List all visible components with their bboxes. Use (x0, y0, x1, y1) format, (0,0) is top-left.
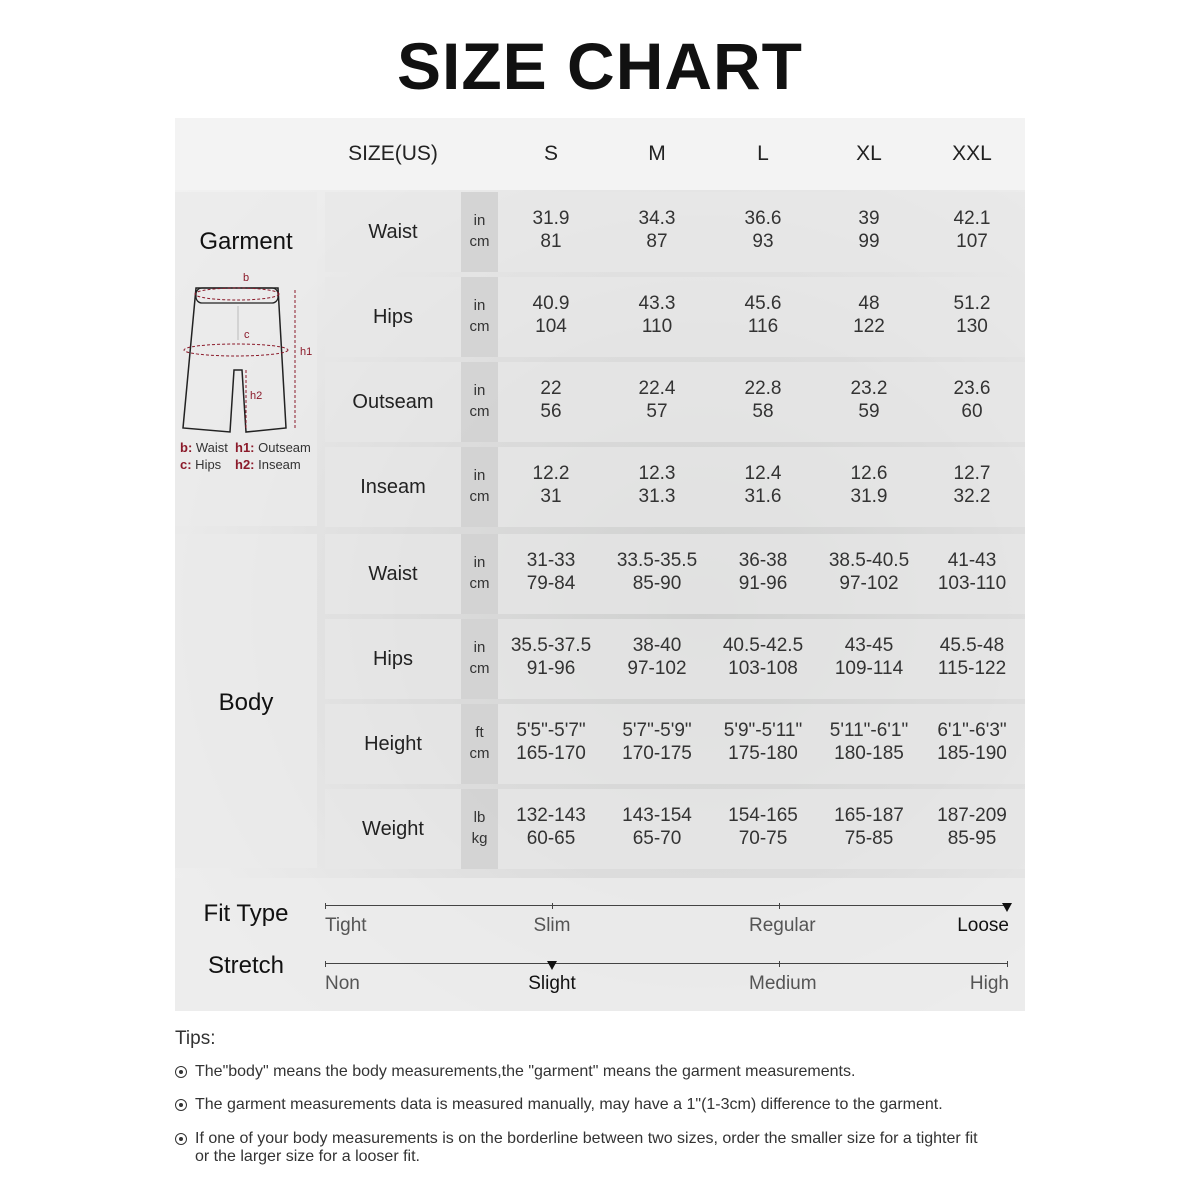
value-secondary: 170-175 (622, 743, 692, 764)
bullet-icon (175, 1066, 187, 1078)
unit-primary: ft (475, 724, 484, 741)
value-cell (919, 534, 1025, 614)
fit-type-title: Fit Type (203, 900, 289, 927)
unit-secondary: cm (469, 318, 490, 335)
body-title: Body (218, 689, 274, 716)
tip-text: If one of your body measurements is on the borderline between two sizes, order the smaller size for a tighter fit or the larger size for a looser fit. (195, 1130, 978, 1165)
value-secondary: 91-96 (526, 658, 576, 679)
value-secondary: 185-190 (937, 743, 1007, 764)
scale-level-label: Slim (533, 915, 571, 936)
value-cell (919, 447, 1025, 527)
bullet-icon (175, 1099, 187, 1111)
value-cell (919, 704, 1025, 784)
value-secondary: 59 (858, 401, 880, 422)
legend-waist: b: Waist (180, 440, 228, 455)
value-primary: 41-43 (947, 550, 997, 571)
value-primary: 43.3 (638, 293, 676, 314)
value-primary: 5'9"-5'11" (723, 720, 803, 741)
unit-primary: lb (473, 809, 486, 826)
value-primary: 36.6 (744, 208, 782, 229)
unit-secondary: cm (469, 488, 490, 505)
value-secondary: 70-75 (738, 828, 788, 849)
legend-outseam: h1: Outseam (235, 440, 311, 455)
scale-tick (325, 903, 326, 909)
scale-tick (779, 961, 780, 967)
scale-level-label: Tight (325, 915, 367, 936)
page-title: SIZE CHART (397, 29, 803, 103)
fit_type-scale-line (325, 905, 1008, 906)
value-cell (710, 704, 816, 784)
value-secondary: 85-90 (632, 573, 682, 594)
table-row (325, 534, 1025, 614)
value-cell (816, 619, 922, 699)
size-header-row (175, 118, 1025, 190)
value-cell (604, 619, 710, 699)
row-label: Hips (372, 648, 413, 670)
value-primary: 42.1 (953, 208, 991, 229)
value-secondary: 75-85 (844, 828, 894, 849)
scale-level-label: Slight (528, 973, 576, 994)
value-secondary: 104 (535, 316, 567, 337)
size-xxl-header: XXL (952, 142, 992, 165)
size-m-header: M (648, 142, 666, 165)
legend-inseam: h2: Inseam (235, 457, 301, 472)
size-l-header: L (757, 142, 769, 165)
value-secondary: 97-102 (839, 573, 899, 594)
value-primary: 48 (858, 293, 880, 314)
value-primary: 12.3 (638, 463, 676, 484)
value-secondary: 103-110 (937, 573, 1007, 594)
value-primary: 40.5-42.5 (722, 635, 804, 656)
value-secondary: 91-96 (738, 573, 788, 594)
value-primary: 39 (858, 208, 880, 229)
value-secondary: 65-70 (632, 828, 682, 849)
selected-marker-icon (1002, 903, 1012, 912)
value-secondary: 60-65 (526, 828, 576, 849)
scale-level-label: Medium (749, 973, 817, 994)
value-cell (498, 534, 604, 614)
value-primary: 23.6 (953, 378, 991, 399)
row-label: Hips (372, 306, 413, 328)
fit-stretch-panel (175, 878, 1025, 1011)
unit-secondary: cm (469, 575, 490, 592)
value-cell (710, 277, 816, 357)
value-cell (816, 534, 922, 614)
value-cell (498, 789, 604, 869)
value-cell (604, 704, 710, 784)
value-cell (710, 192, 816, 272)
value-primary: 22.8 (744, 378, 782, 399)
value-secondary: 110 (641, 316, 673, 337)
value-secondary: 60 (961, 401, 983, 422)
value-primary: 154-165 (728, 805, 798, 826)
stretch-scale-line (325, 963, 1008, 964)
value-secondary: 180-185 (834, 743, 904, 764)
value-secondary: 109-114 (834, 658, 904, 679)
value-secondary: 79-84 (526, 573, 576, 594)
value-cell (498, 277, 604, 357)
value-secondary: 115-122 (937, 658, 1007, 679)
value-secondary: 87 (646, 231, 668, 252)
unit-primary: in (473, 554, 486, 571)
value-primary: 38.5-40.5 (828, 550, 910, 571)
tips-title: Tips: (175, 1028, 216, 1049)
unit-primary: in (473, 297, 486, 314)
value-cell (816, 447, 922, 527)
value-secondary: 116 (747, 316, 779, 337)
scale-tick (1007, 961, 1008, 967)
value-cell (919, 362, 1025, 442)
unit-primary: in (473, 382, 486, 399)
value-primary: 34.3 (638, 208, 676, 229)
value-primary: 45.6 (744, 293, 782, 314)
value-primary: 33.5-35.5 (616, 550, 698, 571)
diagram-letter-h1: h1 (300, 346, 313, 358)
value-secondary: 56 (540, 401, 562, 422)
value-primary: 12.2 (532, 463, 570, 484)
value-primary: 45.5-48 (939, 635, 1005, 656)
table-row (325, 192, 1025, 272)
value-secondary: 31.3 (638, 486, 676, 507)
value-cell (710, 534, 816, 614)
value-primary: 187-209 (937, 805, 1007, 826)
row-label: Height (364, 733, 422, 755)
value-primary: 51.2 (953, 293, 991, 314)
tip-text: The garment measurements data is measured manually, may have a 1"(1-3cm) difference to the garment. (195, 1096, 943, 1113)
scale-level-label: High (969, 973, 1009, 994)
value-primary: 31.9 (532, 208, 570, 229)
unit-secondary: cm (469, 233, 490, 250)
value-secondary: 165-170 (516, 743, 586, 764)
value-primary: 43-45 (844, 635, 894, 656)
row-label: Inseam (360, 476, 426, 498)
size-us-header: SIZE(US) (348, 142, 438, 165)
value-cell (816, 789, 922, 869)
value-cell (816, 192, 922, 272)
row-label: Waist (368, 221, 418, 243)
value-cell (604, 534, 710, 614)
unit-primary: in (473, 639, 486, 656)
row-label: Waist (368, 563, 418, 585)
scale-level-label: Non (325, 973, 360, 994)
table-row (325, 619, 1025, 699)
unit-secondary: cm (469, 745, 490, 762)
unit-secondary: kg (471, 830, 488, 847)
value-cell (816, 704, 922, 784)
value-secondary: 81 (540, 231, 562, 252)
value-cell (919, 619, 1025, 699)
value-secondary: 175-180 (728, 743, 798, 764)
table-row (325, 704, 1025, 784)
unit-primary: in (473, 212, 486, 229)
row-label: Weight (362, 818, 424, 840)
table-row (325, 277, 1025, 357)
value-cell (816, 277, 922, 357)
value-primary: 12.7 (953, 463, 991, 484)
value-secondary: 31.6 (744, 486, 782, 507)
legend-hips: c: Hips (180, 457, 222, 472)
value-primary: 35.5-37.5 (510, 635, 592, 656)
unit-secondary: cm (469, 660, 490, 677)
value-cell (710, 789, 816, 869)
value-cell (604, 447, 710, 527)
scale-level-label: Loose (957, 915, 1009, 936)
value-secondary: 31.9 (850, 486, 888, 507)
value-secondary: 130 (956, 316, 988, 337)
value-primary: 5'7"-5'9" (622, 720, 692, 741)
bullet-icon (175, 1133, 187, 1145)
value-primary: 12.4 (744, 463, 782, 484)
unit-primary: in (473, 467, 486, 484)
value-primary: 23.2 (850, 378, 888, 399)
value-primary: 38-40 (632, 635, 682, 656)
value-cell (498, 192, 604, 272)
value-secondary: 107 (956, 231, 988, 252)
size-xl-header: XL (856, 142, 882, 165)
value-primary: 6'1"-6'3" (937, 720, 1007, 741)
value-primary: 22 (540, 378, 562, 399)
value-secondary: 122 (853, 316, 885, 337)
value-secondary: 93 (752, 231, 774, 252)
value-primary: 31-33 (526, 550, 576, 571)
value-primary: 165-187 (834, 805, 904, 826)
value-primary: 36-38 (738, 550, 788, 571)
diagram-letter-b: b (243, 272, 250, 284)
value-cell (498, 619, 604, 699)
scale-tick (552, 903, 553, 909)
scale-tick (779, 903, 780, 909)
diagram-letter-h2: h2 (250, 390, 263, 402)
selected-marker-icon (547, 961, 557, 970)
value-cell (919, 277, 1025, 357)
value-primary: 22.4 (638, 378, 676, 399)
table-row (325, 789, 1025, 869)
value-cell (498, 704, 604, 784)
value-secondary: 99 (858, 231, 880, 252)
stretch-title: Stretch (207, 952, 285, 979)
value-secondary: 103-108 (728, 658, 798, 679)
diagram-letter-c: c (244, 329, 250, 341)
value-primary: 12.6 (850, 463, 888, 484)
unit-secondary: cm (469, 403, 490, 420)
table-row (325, 447, 1025, 527)
row-label: Outseam (352, 391, 434, 413)
value-cell (604, 277, 710, 357)
scale-level-label: Regular (749, 915, 816, 936)
tip-text: The"body" means the body measurements,the "garment" means the garment measurements. (195, 1063, 856, 1080)
garment-title: Garment (199, 228, 293, 255)
shorts-diagram (178, 270, 318, 480)
body-section (175, 534, 317, 868)
table-row (325, 362, 1025, 442)
value-primary: 40.9 (532, 293, 570, 314)
value-cell (919, 789, 1025, 869)
value-primary: 132-143 (516, 805, 586, 826)
size-s-header: S (543, 142, 558, 165)
value-cell (604, 192, 710, 272)
value-primary: 5'5"-5'7" (516, 720, 586, 741)
scale-tick (325, 961, 326, 967)
value-secondary: 57 (646, 401, 668, 422)
value-cell (710, 619, 816, 699)
value-secondary: 85-95 (947, 828, 997, 849)
value-secondary: 31 (540, 486, 562, 507)
value-cell (498, 447, 604, 527)
value-cell (919, 192, 1025, 272)
value-cell (604, 362, 710, 442)
value-primary: 5'11"-6'1" (829, 720, 909, 741)
value-secondary: 97-102 (627, 658, 687, 679)
value-primary: 143-154 (622, 805, 692, 826)
value-cell (498, 362, 604, 442)
value-cell (604, 789, 710, 869)
value-cell (710, 362, 816, 442)
value-secondary: 32.2 (953, 486, 991, 507)
value-cell (710, 447, 816, 527)
value-cell (816, 362, 922, 442)
value-secondary: 58 (752, 401, 774, 422)
